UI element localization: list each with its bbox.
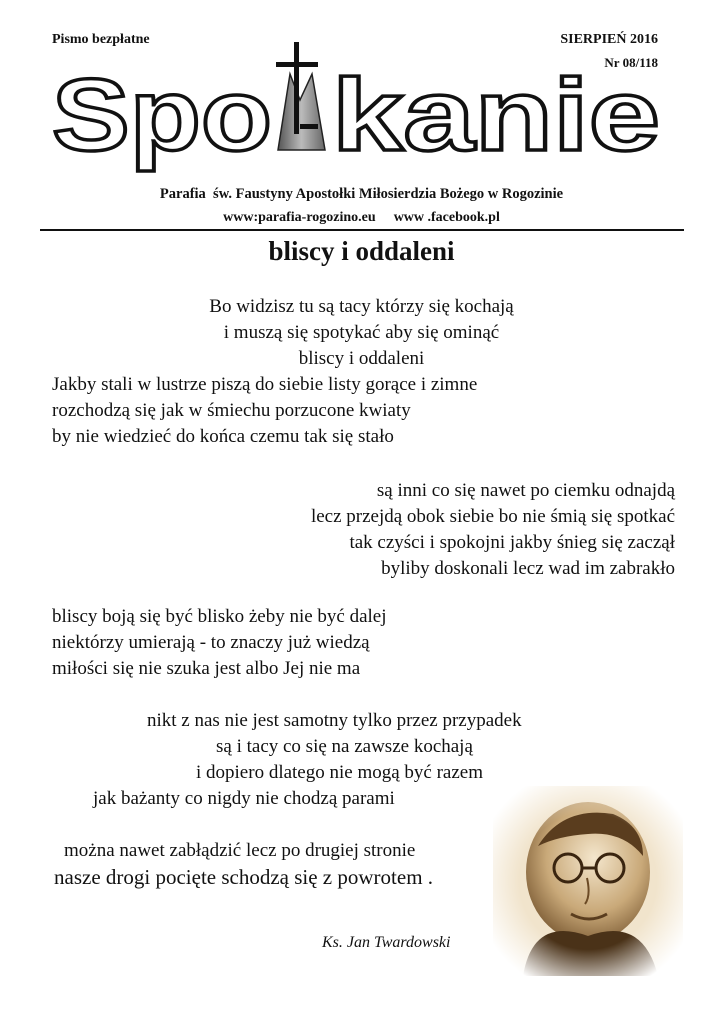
contact-links [0,210,723,226]
poem-line: niektórzy umierają - to znaczy już wiedzą [52,632,370,653]
poem-line: tak czyści i spokojni jakby śnieg się zaczął [349,532,675,553]
poem-line: są i tacy co się na zawsze kochają [216,736,473,757]
poem-line: są inni co się nawet po ciemku odnajdą [376,480,675,501]
website-link[interactable]: www:parafia-rogozino.eu [223,210,376,225]
poem-line: byliby doskonali lecz wad im zabrakło [381,558,675,579]
poem-line: Jakby stali w lustrze piszą do siebie listy gorące i zimne [52,374,478,395]
poem-line: by nie wiedzieć do końca czemu tak się stało [52,426,394,447]
poem-line: bliscy i oddaleni [298,348,425,369]
poem-line: lecz przejdą obok siebie bo nie śmią się spotkać [310,506,675,527]
masthead-logo [50,40,665,190]
issue-number: Nr 08/118 [604,55,658,70]
church-cross-icon [276,42,325,150]
poem-line: jak bażanty co nigdy nie chodzą parami [93,788,395,809]
poem-line: i muszą się spotykać aby się ominąć [223,322,500,343]
poem-line: i dopiero dlatego nie mogą być razem [196,762,484,783]
poem-title: bliscy i oddaleni [268,236,455,266]
free-publication-label: Pismo bezpłatne [52,32,150,47]
issue-date: SIERPIEŃ 2016 [560,32,658,47]
poem-line: można nawet zabłądzić lecz po drugiej stronie [64,840,416,861]
masthead-text-right: kanie [332,58,660,172]
poem-line: nasze drogi pocięte schodzą się z powrotem . [54,865,434,889]
facebook-link[interactable]: www .facebook.pl [393,210,500,225]
poem-line: nikt z nas nie jest samotny tylko przez przypadek [147,710,522,731]
poem-author: Ks. Jan Twardowski [322,934,451,951]
author-portrait [493,786,683,976]
poem-line: Bo widzisz tu są tacy którzy się kochają [209,296,514,317]
header-divider [40,229,684,231]
masthead-text-left: Spo [52,58,272,172]
poem-line: miłości się nie szuka jest albo Jej nie ma [52,658,361,679]
parish-name: Parafia św. Faustyny Apostołki Miłosierdzia Bożego w Rogozinie [159,186,564,202]
poem-line: bliscy boją się być blisko żeby nie być dalej [52,606,387,627]
poem-line: rozchodzą się jak w śmiechu porzucone kwiaty [52,400,411,421]
